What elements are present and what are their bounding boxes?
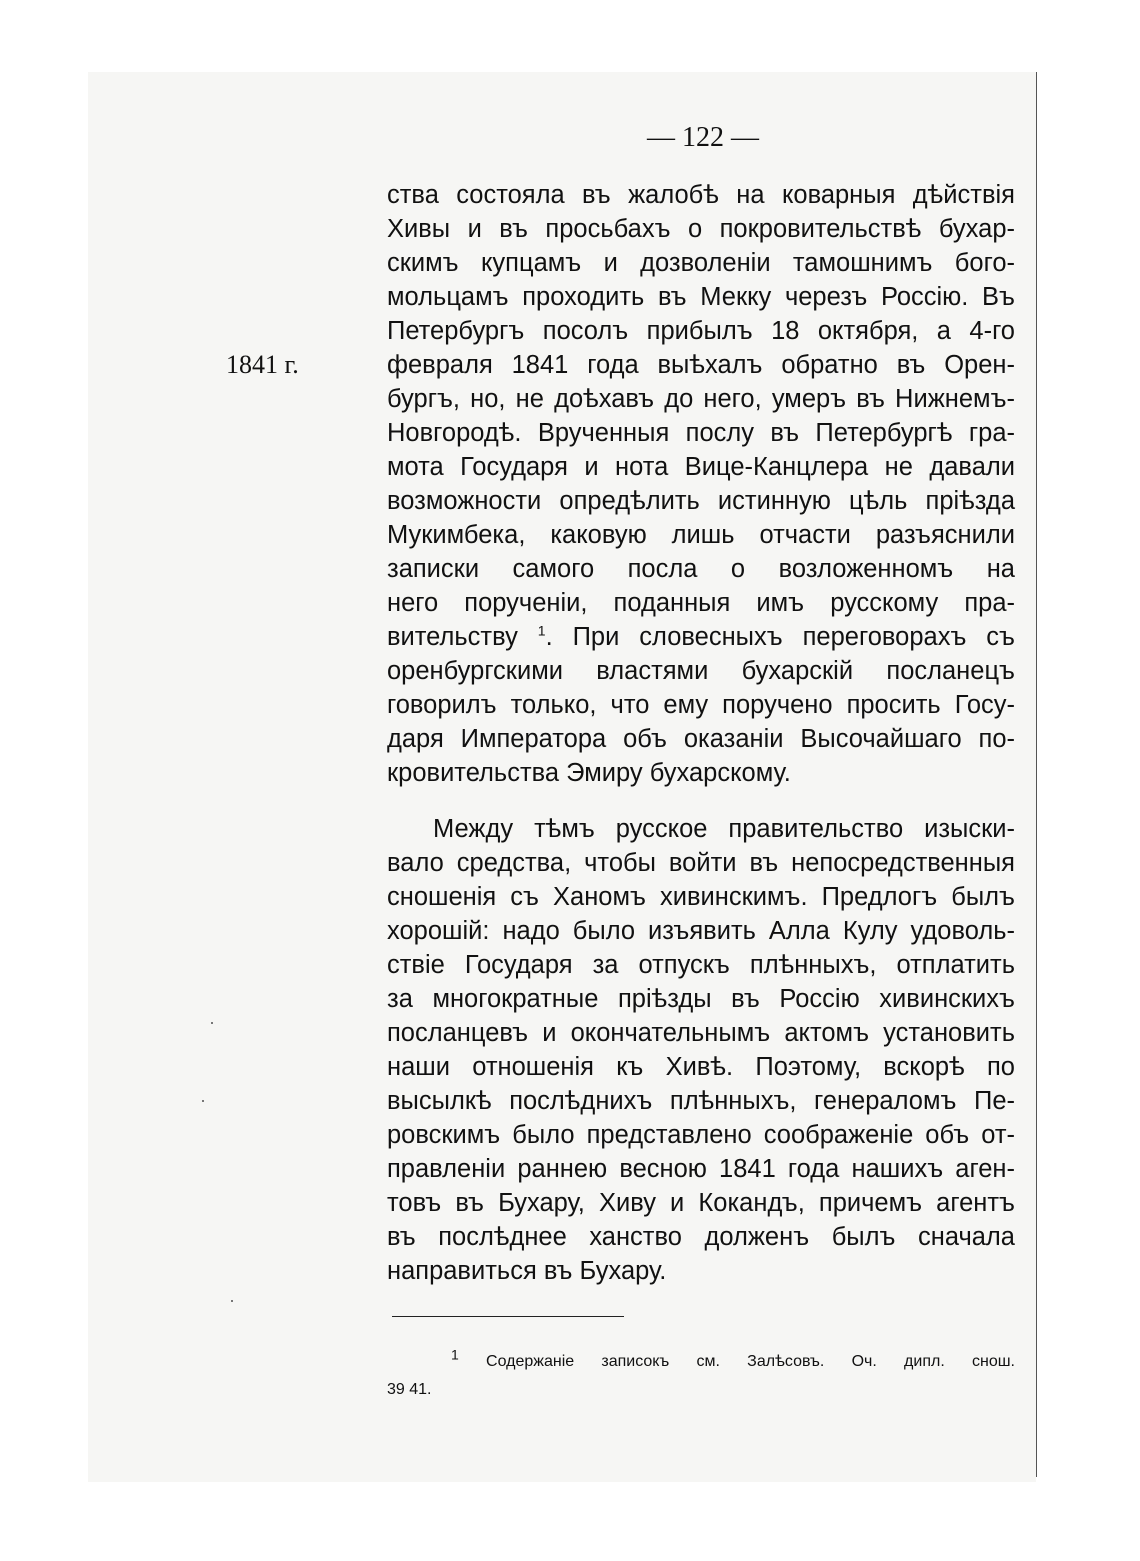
paragraph-2 (387, 812, 1015, 1288)
text-line: ровскимъ было представлено соображеніе объ от- (387, 1121, 1015, 1149)
text-line: хорошій: надо было изъявить Алла Кулу удоволь- (387, 917, 1015, 945)
text-line: наши отношенія къ Хивѣ. Поэтому, вскорѣ по (387, 1053, 1015, 1081)
scan-speck (202, 1100, 204, 1102)
text-line: Петербургъ посолъ прибылъ 18 октября, а 4-го (387, 317, 1015, 345)
text-line: Хивы и въ просьбахъ о покровительствѣ бухар- (387, 215, 1015, 243)
text-line: направиться въ Бухару. (387, 1257, 667, 1285)
footnote-marker: 1 (451, 1346, 459, 1363)
scan-speck (231, 1300, 233, 1302)
text-line: него порученіи, поданныя имъ русскому пра- (387, 589, 1015, 617)
text-line-with-footnote (387, 620, 1015, 654)
text-line: скимъ купцамъ и дозволеніи тамошнимъ бого- (387, 249, 1015, 277)
text-line: кровительства Эмиру бухарскому. (387, 759, 791, 787)
text-line: въ послѣднее ханство долженъ былъ сначала (387, 1223, 1015, 1251)
footnote-text: Содержаніе записокъ см. Залѣсовъ. Оч. дипл. снош. (486, 1353, 1016, 1370)
text-line: товъ въ Бухару, Хиву и Кокандъ, причемъ агентъ (387, 1189, 1015, 1217)
footnote-divider (392, 1316, 624, 1317)
page-edge-line (1036, 72, 1037, 1477)
text-line: оренбургскими властями бухарскій посланецъ (387, 657, 1015, 685)
text-line: ствіе Государя за отпускъ плѣнныхъ, отплатить (387, 951, 1015, 979)
text-line: за многократные пріѣзды въ Россію хивинскихъ (387, 985, 1015, 1013)
footnote-reference: 1 (537, 622, 546, 639)
text-line: говорилъ только, что ему поручено просить Госу- (387, 691, 1015, 719)
text-line: правленіи раннею весною 1841 года нашихъ аген- (387, 1155, 1015, 1183)
text-line: возможности опредѣлить истинную цѣль пріѣзда (387, 487, 1015, 515)
footnote (387, 1348, 1015, 1404)
text-line: посланцевъ и окончательнымъ актомъ установить (387, 1019, 1015, 1047)
scan-speck (211, 1022, 213, 1024)
text-line: ства состояла въ жалобѣ на коварныя дѣйствія (387, 181, 1015, 209)
text-line: бургъ, но, не доѣхавъ до него, умеръ въ Нижнемъ- (387, 385, 1015, 413)
text-line: февраля 1841 года выѣхалъ обратно въ Орен- (387, 351, 1015, 379)
margin-note-year: 1841 г. (226, 350, 299, 379)
text-line: сношенія съ Ханомъ хивинскимъ. Предлогъ былъ (387, 883, 1015, 911)
footnote-line (387, 1348, 1015, 1376)
text-line: вало средства, чтобы войти въ непосредственныя (387, 849, 1015, 877)
text-line: записки самого посла о возложенномъ на (387, 555, 1015, 583)
text-fragment: вительству (387, 623, 518, 651)
paragraph-1 (387, 178, 1015, 790)
text-fragment: . При словесныхъ переговорахъ съ (545, 623, 1015, 651)
text-line: Мукимбека, каковую лишь отчасти разъяснили (387, 521, 1015, 549)
text-line: даря Императора объ оказаніи Высочайшаго по- (387, 725, 1015, 753)
page-number: — 122 — (647, 122, 759, 153)
footnote-line: 39 41. (387, 1381, 432, 1398)
text-line: высылкѣ послѣднихъ плѣнныхъ, генераломъ Пе- (387, 1087, 1015, 1115)
text-line: мота Государя и нота Вице-Канцлера не давали (387, 453, 1015, 481)
text-line: Между тѣмъ русское правительство изыски- (433, 815, 1015, 843)
text-line: мольцамъ проходить въ Мекку черезъ Россію. Въ (387, 283, 1015, 311)
text-line: Новгородѣ. Врученныя послу въ Петербургѣ гра- (387, 419, 1015, 447)
